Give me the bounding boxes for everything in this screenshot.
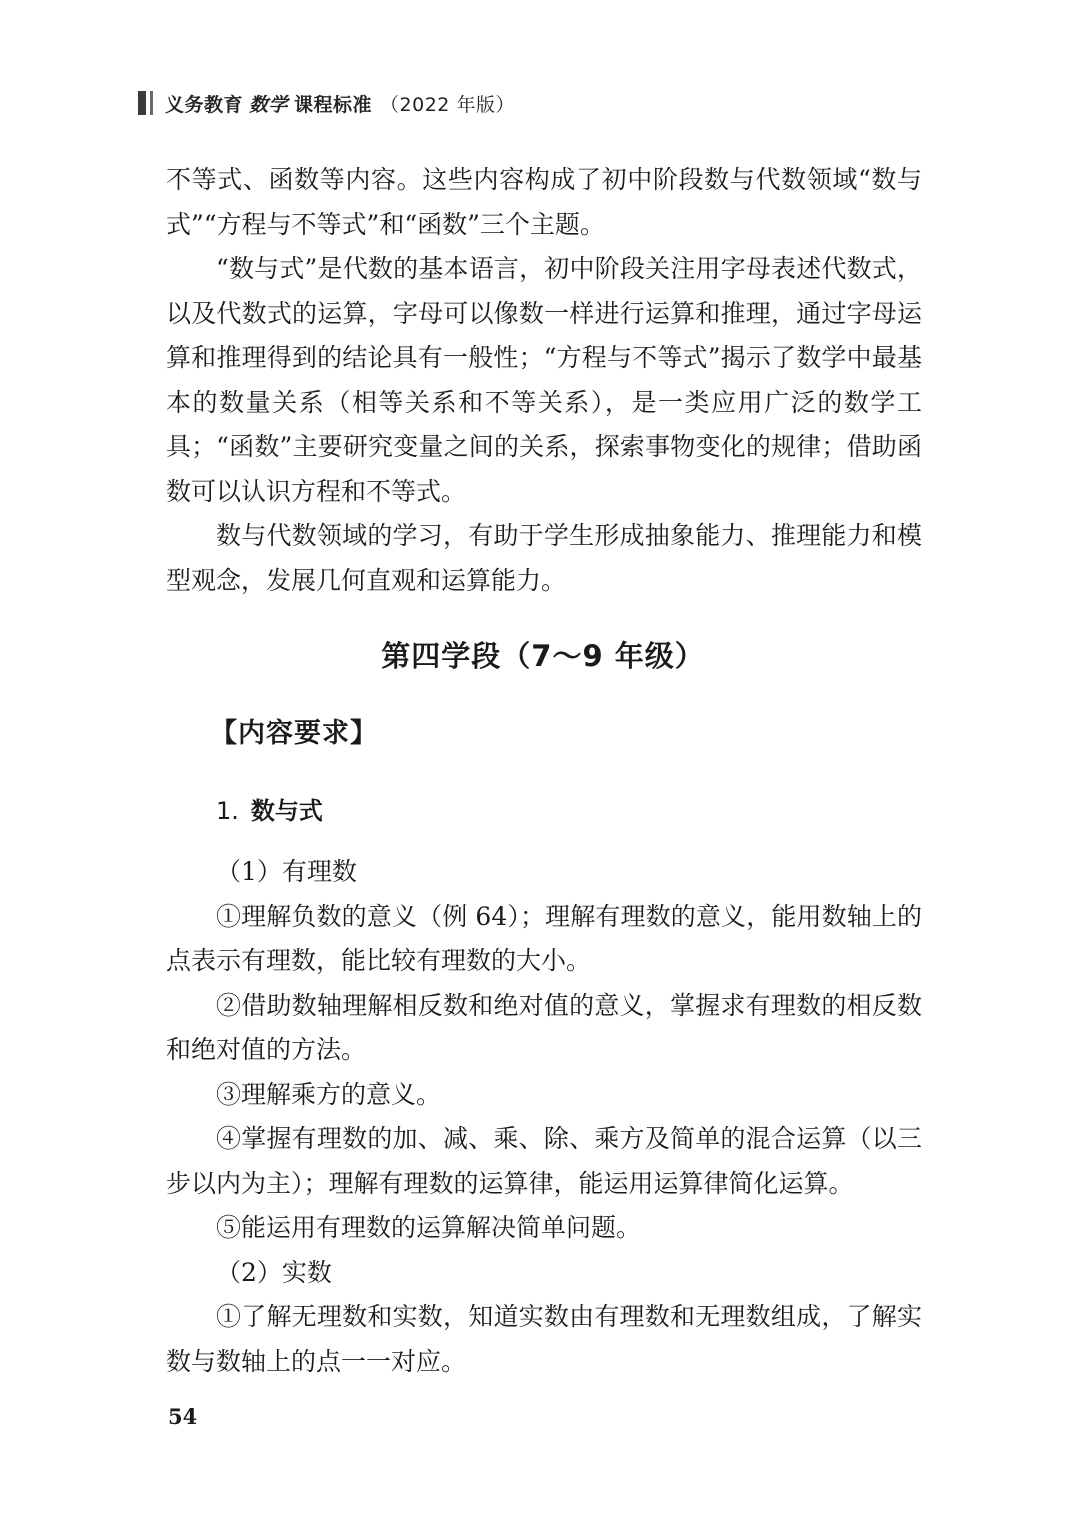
intro-text xyxy=(166,158,922,603)
section-title: 第四学段（7～9 年级） xyxy=(381,639,705,673)
subtopic-heading: （1）有理数 xyxy=(216,857,357,886)
intro-paragraph: “数与式”是代数的基本语言，初中阶段关注用字母表述代数式，以及代数式的运算，字母可以像数一样进行运算和推理，通过字母运算和推理得到的结论具有一般性；“方程与不等式”揭示了数学中最基本的数量关系（相等关系和不等关系），是一类应用广泛的数学工具；“函数”主要研究变量之间的关系，探索事物变化的规律；借助函数可以认识方程和不等式。 xyxy=(166,254,922,506)
header-edition: （2022 年版） xyxy=(380,93,515,116)
intro-paragraph: 数与代数领域的学习，有助于学生形成抽象能力、推理能力和模型观念，发展几何直观和运算能力。 xyxy=(166,521,922,595)
list-item: ②借助数轴理解相反数和绝对值的意义，掌握求有理数的相反数和绝对值的方法。 xyxy=(166,990,922,1064)
header-title-prefix: 义务教育 xyxy=(165,93,244,116)
list-item: ③理解乘方的意义。 xyxy=(216,1079,442,1109)
header-title-suffix: 课程标准 xyxy=(294,93,373,116)
list-item: ④掌握有理数的加、减、乘、除、乘方及简单的混合运算（以三步以内为主）；理解有理数的运算律，能运用运算律简化运算。 xyxy=(166,1124,922,1198)
header-subject: 数学 xyxy=(249,93,289,116)
topic-label: 数与式 xyxy=(250,797,323,825)
subtopic-heading: （2）实数 xyxy=(216,1257,332,1287)
header-bar-icon xyxy=(138,91,153,115)
list-item: ①理解负数的意义（例 64）；理解有理数的意义，能用数轴上的点表示有理数，能比较有理数的大小。 xyxy=(166,901,922,975)
list-item: ⑤能运用有理数的运算解决简单问题。 xyxy=(216,1213,642,1242)
content-requirements-heading: 【内容要求】 xyxy=(210,718,378,749)
intro-paragraph: 不等式、函数等内容。这些内容构成了初中阶段数与代数领域“数与式”“方程与不等式”和“函数”三个主题。 xyxy=(166,165,922,239)
topic-heading xyxy=(216,791,323,826)
page-number: 54 xyxy=(168,1404,198,1429)
topic-number: 1. xyxy=(216,797,239,825)
content-list xyxy=(166,850,922,1384)
running-header xyxy=(138,90,515,116)
list-item: ①了解无理数和实数，知道实数由有理数和无理数组成，了解实数与数轴上的点一一对应。 xyxy=(166,1302,922,1376)
